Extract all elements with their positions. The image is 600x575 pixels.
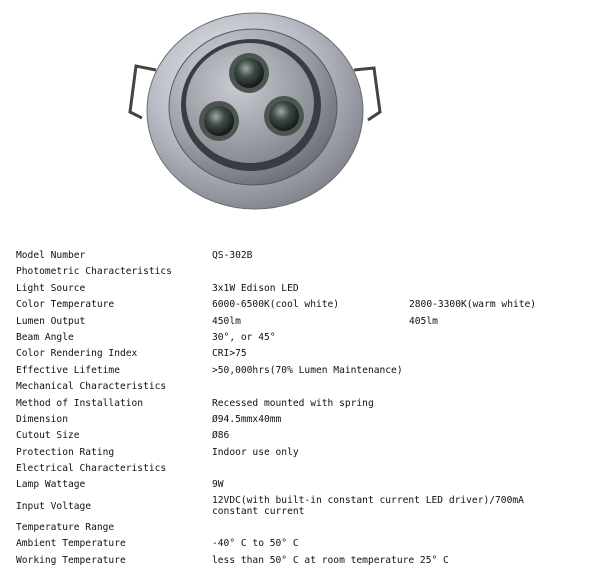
- spec-value: less than 50° C at room temperature 25° C: [212, 554, 449, 566]
- section-title: Mechanical Characteristics: [16, 381, 167, 393]
- spec-value: 12VDC(with built-in constant current LED driver)/700mA constant current: [212, 494, 524, 518]
- spec-row-beam-angle: [16, 330, 586, 346]
- spec-row-model-number: [16, 248, 586, 264]
- spec-label: Working Temperature: [16, 554, 126, 566]
- spec-row-color-rendering-index: [16, 346, 586, 362]
- spec-label: Protection Rating: [16, 446, 115, 458]
- spec-label: Input Voltage: [16, 500, 92, 512]
- spec-row-cutout-size: [16, 428, 586, 444]
- section-title: Temperature Range: [16, 521, 115, 533]
- spec-value: Recessed mounted with spring: [212, 397, 374, 409]
- spec-label: Beam Angle: [16, 331, 74, 343]
- spec-label: Lamp Wattage: [16, 479, 86, 491]
- spec-value: Ø94.5mmx40mm: [212, 413, 282, 425]
- spec-value: 3x1W Edison LED: [212, 282, 299, 294]
- spec-label: Model Number: [16, 250, 86, 261]
- spec-row-lamp-wattage: [16, 477, 586, 493]
- section-title: Electrical Characteristics: [16, 463, 167, 475]
- spec-value: CRI>75: [212, 348, 247, 360]
- spec-value: >50,000hrs(70% Lumen Maintenance): [212, 364, 403, 376]
- spec-label: Color Rendering Index: [16, 348, 138, 360]
- spec-row-input-voltage: [16, 494, 586, 520]
- spec-row-effective-lifetime: [16, 363, 586, 379]
- section-header-electrical: [16, 461, 586, 477]
- spec-label: Color Temperature: [16, 299, 115, 311]
- spec-label: Cutout Size: [16, 430, 80, 442]
- spec-row-method-of-installation: [16, 396, 586, 412]
- spec-value: -40° C to 50° C: [212, 538, 299, 550]
- spec-table: [16, 248, 586, 569]
- spec-row-dimension: [16, 412, 586, 428]
- product-photo: [120, 8, 390, 223]
- spec-value: QS-302B: [212, 250, 253, 261]
- section-title: Photometric Characteristics: [16, 266, 172, 278]
- spec-row-ambient-temperature: [16, 536, 586, 552]
- spec-label: Dimension: [16, 413, 68, 425]
- spec-label: Effective Lifetime: [16, 364, 120, 376]
- spec-row-protection-rating: [16, 445, 586, 461]
- spec-label: Method of Installation: [16, 397, 144, 409]
- spec-value: 450lm: [212, 315, 241, 327]
- spec-row-working-temperature: [16, 553, 586, 569]
- section-header-mechanical: [16, 379, 586, 395]
- spec-value: Ø86: [212, 430, 230, 442]
- section-header-photometric: [16, 264, 586, 280]
- spec-row-light-source: [16, 281, 586, 297]
- spec-row-color-temperature: [16, 297, 586, 313]
- spec-value: 9W: [212, 479, 224, 491]
- spec-value: 30°, or 45°: [212, 331, 276, 343]
- spec-value: Indoor use only: [212, 446, 299, 458]
- spec-row-lumen-output: [16, 314, 586, 330]
- spec-label: Ambient Temperature: [16, 538, 126, 550]
- spec-value-alt: 405lm: [409, 315, 438, 327]
- spec-label: Lumen Output: [16, 315, 86, 327]
- spec-value-alt: 2800-3300K(warm white): [409, 299, 537, 311]
- section-header-temperature-range: [16, 520, 586, 536]
- spec-value: 6000-6500K(cool white): [212, 299, 340, 311]
- spec-label: Light Source: [16, 282, 86, 294]
